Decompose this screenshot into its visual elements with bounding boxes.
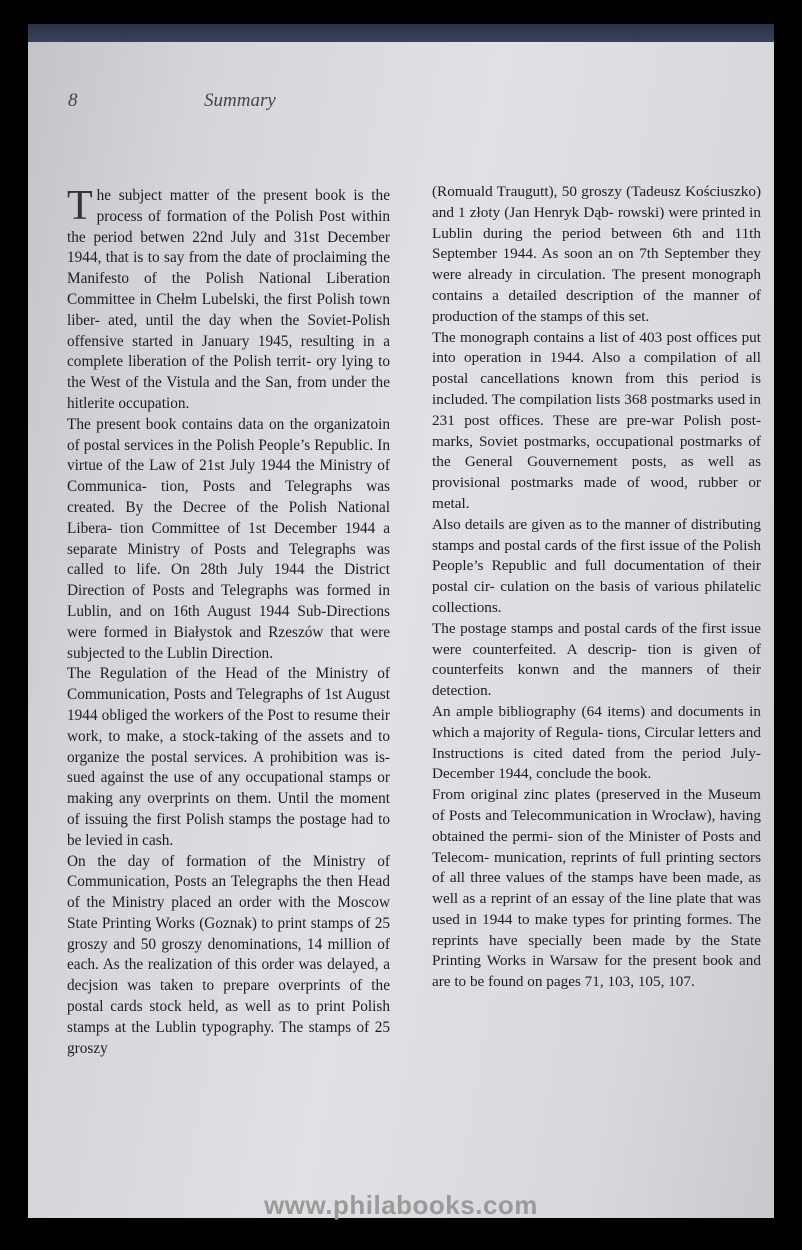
paragraph: From original zinc plates (preserved in the Museum of Posts and Telecommunication in Wrocław), having obtained the permi- sion of the Minister of Posts and Telecom- munication, reprints of full printing sectors of all three values of the stamps have been made, as well as a reprint of an essay of the line plate that was used in 1944 to make types for printing formes. The reprints have specially been made by the State Printing Works in Warsaw for the present book and are to be found on pages 71, 103, 105, 107. xyxy=(432,786,761,991)
paragraph: The Regulation of the Head of the Ministry of Communication, Posts and Telegraphs of 1st August 1944 obliged the workers of the Post to resume their work, to make, a stock-taking of the assets and to organize the postal services. A prohibition was is- sued against the use of any occupational stamps or making any overprints on them. Until the moment of issuing the first Polish stamps the postage had to be levied in cash. xyxy=(67,665,390,849)
page-number: 8 xyxy=(68,90,78,111)
paragraph: On the day of formation of the Ministry of Communication, Posts an Telegraphs the then Head of the Ministry placed an order with the Moscow State Printing Works (Goznak) to print stamps of 25 groszy and 50 groszy denominations, 14 million of each. As the realization of this order was delayed, a decjsion was taken to prepare overprints of the postal cards stock held, as well as to print Polish stamps at the Lublin typography. The stamps of 25 groszy xyxy=(67,852,390,1057)
paragraph: The monograph contains a list of 403 post offices put into operation in 1944. Also a compilation of all postal cancellations known from this period is included. The compilation lists 368 postmarks used in 231 post offices. These are pre-war Polish post- marks, Soviet postmarks, occupational postmarks of the General Gouvernement posts, as well as provisional postmarks made of wood, rubber or metal. xyxy=(432,328,761,512)
right-column xyxy=(432,182,761,993)
watermark: www.philabooks.com xyxy=(264,1190,538,1220)
paragraph: The postage stamps and postal cards of the first issue were counterfeited. A descrip- tion is given of counterfeits konwn and the manners of their detection. xyxy=(432,619,761,700)
book-page xyxy=(28,24,774,1218)
book-cover-edge xyxy=(28,24,774,42)
running-title: Summary xyxy=(204,90,276,111)
paragraph-text: he subject matter of the present book is the process of formation of the Polish Post within the period betwen 22nd July and 31st December 1944, that is to say from the date of proclaiming the Manifesto of the Polish National Liberation Committee in Chełm Lubelski, the first Polish town liber- ated, until the day when the Soviet-Polish offensive started in January 1945, resulting in a complete liberation of the Polish territ- ory lying to the West of the Vistula and the San, from under the hitlerite occupation. xyxy=(67,187,390,412)
paragraph: Also details are given as to the manner of distributing stamps and postal cards of the first issue of the Polish People’s Republic and full documentation of their postal cir- culation on the basis of various philatelic collections. xyxy=(432,515,761,616)
paragraph: An ample bibliography (64 items) and documents in which a majority of Regula- tions, Circular letters and Instructions is cited dated from the period July-December 1944, conclude the book. xyxy=(432,702,761,783)
paragraph xyxy=(67,183,390,415)
paragraph: (Romuald Traugutt), 50 groszy (Tadeusz Kościuszko) and 1 złoty (Jan Henryk Dąb- rowski) were printed in Lublin during the period between 6th and 11th September 1944. As soon an on 7th September they were already in circulation. The present monograph contains a detailed description of the manner of production of the stamps of this set. xyxy=(432,183,761,325)
left-column xyxy=(67,183,390,1059)
drop-cap: T xyxy=(67,183,93,229)
paragraph: The present book contains data on the organizatoin of postal services in the Polish People’s Republic. In virtue of the Law of 21st July 1944 the Ministry of Communica- tion, Posts and Telegraphs was created. By the Decree of the Polish National Libera- tion Committee of 1st December 1944 a separate Ministry of Posts and Telegraphs was called to life. On 28th July 1944 the District Direction of Posts and Telegraphs was formed in Lublin, and on 16th August 1944 Sub-Directions were formed in Białystok and Rzeszów that were subjected to the Lublin Direction. xyxy=(67,415,390,662)
